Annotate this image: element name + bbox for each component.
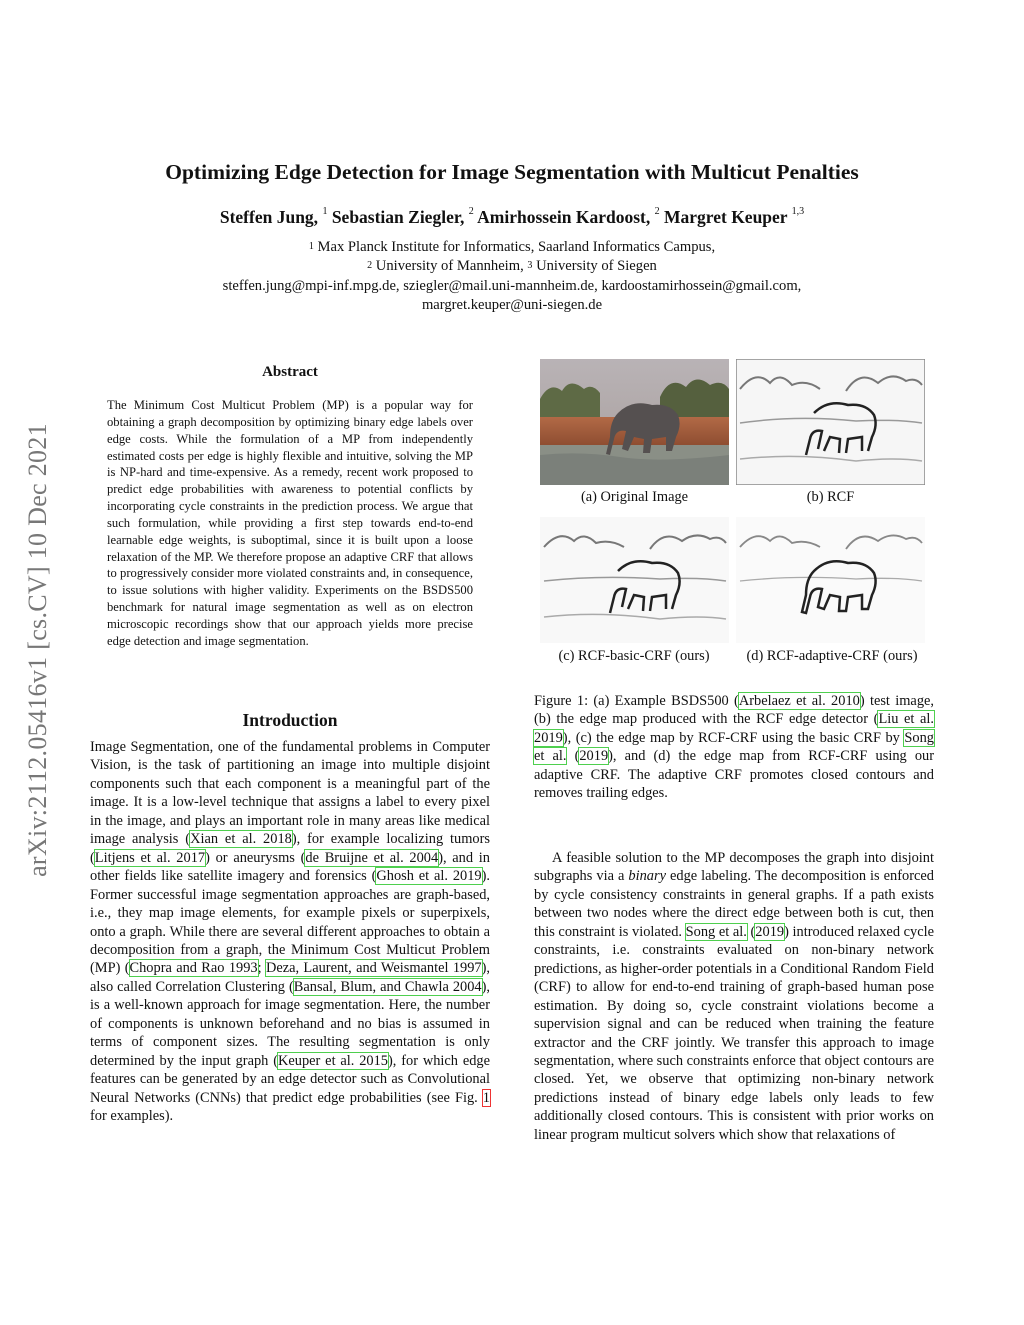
citation-link[interactable]: Liu et al. 2019: [534, 711, 934, 746]
citation-link[interactable]: Arbelaez et al. 2010: [738, 693, 860, 709]
figure-image-rcf-basic-crf: [540, 517, 729, 643]
text-run: Image Segmentation, one of the fundamental problems in Computer Vision, is the task of partitioning an image into multiple disjoint components such that each component is a meaningful part of the image. It is a low-level technique that assigns a label to every pixel in the image, and plays an important role in many areas like medical image analysis (: [90, 739, 490, 848]
arxiv-id: arXiv:2112.05416v1 [cs.CV] 10 Dec 2021: [23, 423, 52, 877]
email-line: steffen.jung@mpi-inf.mpg.de, sziegler@mail.uni-mannheim.de, kardoostamirhossein@gmail.com,: [222, 278, 802, 294]
text-run: (: [566, 748, 580, 765]
text-run: ) test image, (b) the edge map produced with the RCF edge detector (: [534, 693, 935, 728]
arxiv-stamp: [18, 355, 58, 945]
text-run: ), for example localizing tumors (: [90, 831, 490, 866]
emphasis: binary: [628, 868, 666, 885]
author-affil-mark: 2: [468, 206, 474, 217]
text-run: ). Former successful image segmentation approaches are graph-based, i.e., they map image elements, for example pixels or superpixels, onto a graph. While there are several different approaches to obtain a decomposition from a graph, the Minimum Cost Multicut Problem (MP) (: [90, 868, 490, 977]
subcaption-c: (c) RCF-basic-CRF (ours): [558, 648, 710, 664]
text-run: ), and (d) the edge map from RCF-CRF using our adaptive CRF. The adaptive CRF promotes closed contours and removes trailing edges.: [534, 748, 934, 802]
citation-link[interactable]: Chopra and Rao 1993: [129, 960, 258, 977]
figure-caption: [534, 692, 934, 803]
text-run: ) introduced relaxed cycle constraints, i.e. constraints evaluated on non-binary network predictions, as higher-order potentials in a Conditional Random Field (CRF) to allow for end-to-end training of graph-based human pose estimation. By doing so, cycle constraint violations become a supervision signal and can be reduced when training the feature extractor and the CRF jointly. We transfer this approach to image segmentation, where such constraints enforce that object contours are closed. Yet, we observe that optimizing non-binary network predictions instead of binary edge labels only leads to few additionally closed contours. This is consistent with prior works on linear program multicut solvers which show that relaxations of: [534, 923, 935, 1143]
abstract-heading: Abstract: [262, 364, 318, 380]
figure-image-rcf-adaptive-crf: [736, 517, 925, 643]
text-run: for examples).: [90, 1108, 174, 1125]
paper-title: Optimizing Edge Detection for Image Segmentation with Multicut Penalties: [165, 160, 859, 184]
section-heading-introduction: Introduction: [242, 710, 338, 730]
affil-text: University of Mannheim,: [375, 258, 524, 274]
citation-link[interactable]: Song et al.: [685, 923, 747, 940]
text-run: ;: [257, 960, 266, 977]
citation-link[interactable]: Song et al.: [534, 729, 934, 765]
citation-link[interactable]: Ghosh et al. 2019: [376, 868, 482, 885]
author-affil-mark: 1,3: [791, 206, 805, 217]
email-line: margret.keuper@uni-siegen.de: [421, 297, 603, 313]
text-run: ), for which edge features can be generated by an edge detector such as Convolutional Neural Networks (CNNs) that predict edge probabilities (see Fig.: [90, 1052, 490, 1106]
subcaption-a: (a) Original Image: [580, 489, 689, 505]
text-run: ), and in other fields like satellite imagery and forensics (: [90, 849, 490, 885]
figure-link[interactable]: 1: [482, 1089, 490, 1106]
text-run: edge labeling. The decomposition is enforced by cycle consistency constraints in general graphs. If a path exists between two nodes where the direct edge between both is cut, then this constraint is violated.: [534, 868, 934, 940]
text-run: ) or aneurysms (: [205, 849, 306, 866]
author-affil-mark: 2: [654, 206, 660, 217]
citation-link[interactable]: Bansal, Blum, and Chawla 2004: [293, 978, 482, 995]
abstract-text: The Minimum Cost Multicut Problem (MP) is a popular way for obtaining a graph decomposition by optimizing binary edge labels over edge costs. While the formulation of a MP from independently estimated costs per edge is highly flexible and intuitive, solving the MP is NP-hard and time-expensive. As a remedy, recent work proposed to predict edge probabilities with awareness to potential conflicts by incorporating cycle constraints in the prediction process. We argue that such formulation, while providing a first step towards end-to-end learnable edge weights, is suboptimal, since it is built upon a loose relaxation of the MP. We therefore propose an adaptive CRF that allows to progressively consider more violated constraints and, in consequence, to issue solutions with higher validity. Experiments on the BSDS500 benchmark for natural image segmentation as well as on electron microscopic recordings show that our approach yields more precise edge detection and image segmentation.: [107, 398, 473, 648]
intro-paragraph: [90, 738, 490, 1126]
citation-link[interactable]: de Bruijne et al. 2004: [305, 849, 439, 866]
citation-link[interactable]: Keuper et al. 2015: [278, 1052, 388, 1069]
text-run: ), also called Correlation Clustering (: [90, 960, 490, 995]
text-run: A feasible solution to the MP decomposes the graph into disjoint subgraphs via a: [534, 850, 934, 885]
author-list: [0, 207, 1024, 228]
author-name: Margret Keuper: [663, 207, 788, 227]
citation-link[interactable]: 2019: [579, 748, 609, 765]
affil-text: University of Siegen: [536, 258, 657, 274]
citation-link[interactable]: Litjens et al. 2017: [94, 849, 206, 866]
affiliation-line: [0, 257, 1024, 276]
affiliation-line: [0, 238, 1024, 257]
affil-mark: 1: [308, 241, 314, 252]
figure-image-original: [540, 359, 729, 485]
citation-link[interactable]: Xian et al. 2018: [190, 831, 292, 848]
author-name: Amirhossein Kardoost,: [477, 207, 651, 227]
figure-image-rcf: [736, 359, 925, 485]
affil-mark: 2: [367, 260, 373, 271]
affil-text: Max Planck Institute for Informatics, Saarland Informatics Campus,: [317, 239, 716, 255]
body-paragraph: [534, 849, 934, 1144]
author-affil-mark: 1: [322, 206, 328, 217]
text-run: (: [746, 923, 756, 940]
author-name: Steffen Jung,: [219, 207, 319, 227]
citation-link[interactable]: 2019: [755, 923, 785, 940]
text-run: ), is a well-known approach for image segmentation. Here, the number of components is unknown beforehand and no bias is assumed in terms of component sizes. The resulting segmentation is only determined by the input graph (: [90, 978, 490, 1069]
subcaption-d: (d) RCF-adaptive-CRF (ours): [746, 648, 918, 664]
author-name: Sebastian Ziegler,: [331, 207, 465, 227]
text-run: ), (c) the edge map by RCF-CRF using the basic CRF by: [562, 729, 905, 746]
affil-mark: 3: [527, 260, 533, 271]
subcaption-b: (b) RCF: [806, 489, 855, 505]
citation-link[interactable]: Deza, Laurent, and Weismantel 1997: [265, 960, 482, 977]
text-run: Figure 1: (a) Example BSDS500 (: [534, 693, 739, 709]
